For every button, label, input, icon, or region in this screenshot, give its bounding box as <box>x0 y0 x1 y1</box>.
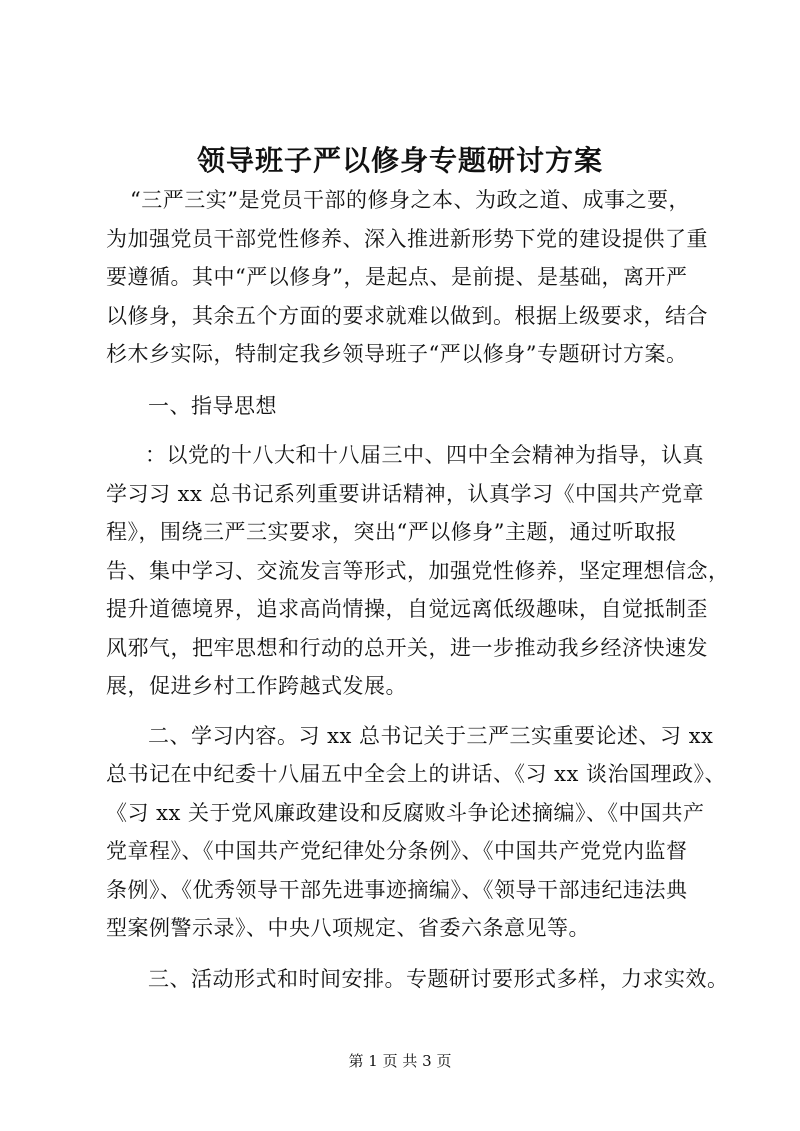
paragraph-line: 型案例警示录》、中央八项规定、省委六条意见等。 <box>106 916 590 940</box>
section-heading: 一、指导思想 <box>148 394 277 418</box>
document-title: 领导班子严以修身专题研讨方案 <box>196 144 603 177</box>
paragraph-line: 党章程》、《中国共产党纪律处分条例》、《中国共产党党内监督 <box>106 839 688 863</box>
paragraph-line: 风邪气，把牢思想和行动的总开关，进一步推动我乡经济快速发 <box>106 636 708 660</box>
paragraph-line: 程》，围绕三严三实要求，突出“严以修身”主题，通过听取报 <box>106 520 677 544</box>
paragraph-line: ：以党的十八大和十八届三中、四中全会精神为指导，认真 <box>145 443 704 467</box>
paragraph-line: 提升道德境界，追求高尚情操，自觉远离低级趣味，自觉抵制歪 <box>106 597 708 621</box>
paragraph-line: 杉木乡实际，特制定我乡领导班子“严以修身”专题研讨方案。 <box>106 342 688 366</box>
page-number-footer: 第 1 页 共 3 页 <box>348 1052 452 1070</box>
paragraph-line: 总书记在中纪委十八届五中全会上的讲话、《习 xx 谈治国理政》、 <box>106 762 727 786</box>
paragraph-line: 要遵循。其中“严以修身”，是起点、是前提、是基础，离开严 <box>106 265 688 289</box>
paragraph-line: 学习习 xx 总书记系列重要讲话精神，认真学习《中国共产党章 <box>106 482 705 506</box>
section-heading: 二、学习内容。习 xx 总书记关于三严三实重要论述、习 xx <box>148 724 714 748</box>
paragraph-line: 以修身，其余五个方面的要求就难以做到。根据上级要求，结合 <box>106 304 708 328</box>
paragraph-line: 条例》、《优秀领导干部先进事迹摘编》、《领导干部违纪违法典 <box>106 878 688 902</box>
paragraph-line: 为加强党员干部党性修养、深入推进新形势下党的建设提供了重 <box>106 227 708 251</box>
paragraph-line: “三严三实”是党员干部的修身之本、为政之道、成事之要， <box>130 188 690 212</box>
paragraph-line: 展，促进乡村工作跨越式发展。 <box>106 674 407 698</box>
paragraph-line: 《习 xx 关于党风廉政建设和反腐败斗争论述摘编》、《中国共产 <box>106 801 705 825</box>
section-heading: 三、活动形式和时间安排。专题研讨要形式多样，力求实效。 <box>148 967 729 991</box>
paragraph-line: 告、集中学习、交流发言等形式，加强党性修养，坚定理想信念， <box>106 559 730 583</box>
